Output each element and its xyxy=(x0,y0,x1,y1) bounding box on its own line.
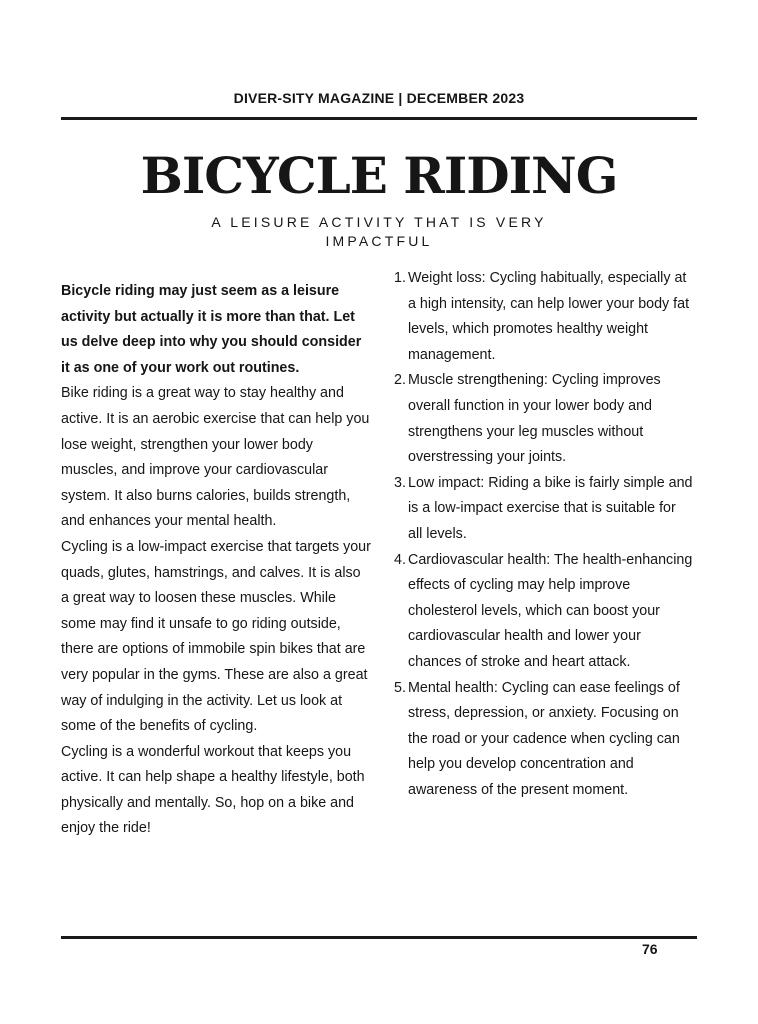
benefit-text: Cardiovascular health: The health-enhancing effects of cycling may help improve cholesterol levels, which can boost your cardiovascular health and lower your chances of stroke and heart attack. xyxy=(408,551,693,670)
bottom-divider xyxy=(61,936,697,939)
masthead: DIVER-SITY MAGAZINE | DECEMBER 2023 xyxy=(233,90,525,106)
benefits-list xyxy=(394,266,694,803)
benefit-item-weight-loss xyxy=(394,266,694,368)
benefit-item-muscle-strengthening xyxy=(394,368,694,470)
benefit-number: 4. xyxy=(394,551,406,568)
benefit-text: Low impact: Riding a bike is fairly simple and is a low-impact exercise that is suitable for all levels. xyxy=(408,474,693,542)
lead-paragraph: Bicycle riding may just seem as a leisure activity but actually it is more than that. Let us delve deep into why you should consider it as one of your work out routines. xyxy=(61,283,362,376)
benefit-number: 5. xyxy=(394,679,406,696)
benefit-item-mental-health xyxy=(394,676,694,804)
benefit-item-low-impact xyxy=(394,471,694,548)
benefit-text: Mental health: Cycling can ease feelings of stress, depression, or anxiety. Focusing on the road or your cadence when cycling can help you develop concentration and awareness of the present moment. xyxy=(408,679,680,798)
benefit-number: 3. xyxy=(394,474,406,491)
benefit-text: Muscle strengthening: Cycling improves overall function in your lower body and strengthens your leg muscles without overstressing your joints. xyxy=(408,372,661,466)
benefit-item-cardiovascular-health xyxy=(394,548,694,676)
article-subtitle: A LEISURE ACTIVITY THAT IS VERY IMPACTFUL xyxy=(211,214,547,249)
left-column xyxy=(61,279,371,842)
right-column xyxy=(394,266,694,803)
top-divider xyxy=(61,117,697,120)
body-paragraph-3: Cycling is a wonderful workout that keeps you active. It can help shape a healthy lifestyle, both physically and mentally. So, hop on a bike and enjoy the ride! xyxy=(61,743,365,837)
benefit-text: Weight loss: Cycling habitually, especially at a high intensity, can help lower your body fat levels, which promotes healthy weight management. xyxy=(408,270,690,363)
body-paragraph-1: Bike riding is a great way to stay healthy and active. It is an aerobic exercise that can help you lose weight, strengthen your lower body muscles, and improve your cardiovascular system. It also burns calories, builds strength, and enhances your mental health. xyxy=(61,385,370,530)
benefit-number: 1. xyxy=(394,270,406,286)
benefit-number: 2. xyxy=(394,372,406,389)
body-paragraph-2: Cycling is a low-impact exercise that targets your quads, glutes, hamstrings, and calves. It is also a great way to loosen these muscles. While some may find it unsafe to go riding outside, there are options of immobile spin bikes that are very popular in the gyms. These are also a great way of indulging in the activity. Let us look at some of the benefits of cycling. xyxy=(61,538,371,735)
page-number: 76 xyxy=(642,941,658,957)
article-title: BICYCLE RIDING xyxy=(140,146,618,205)
